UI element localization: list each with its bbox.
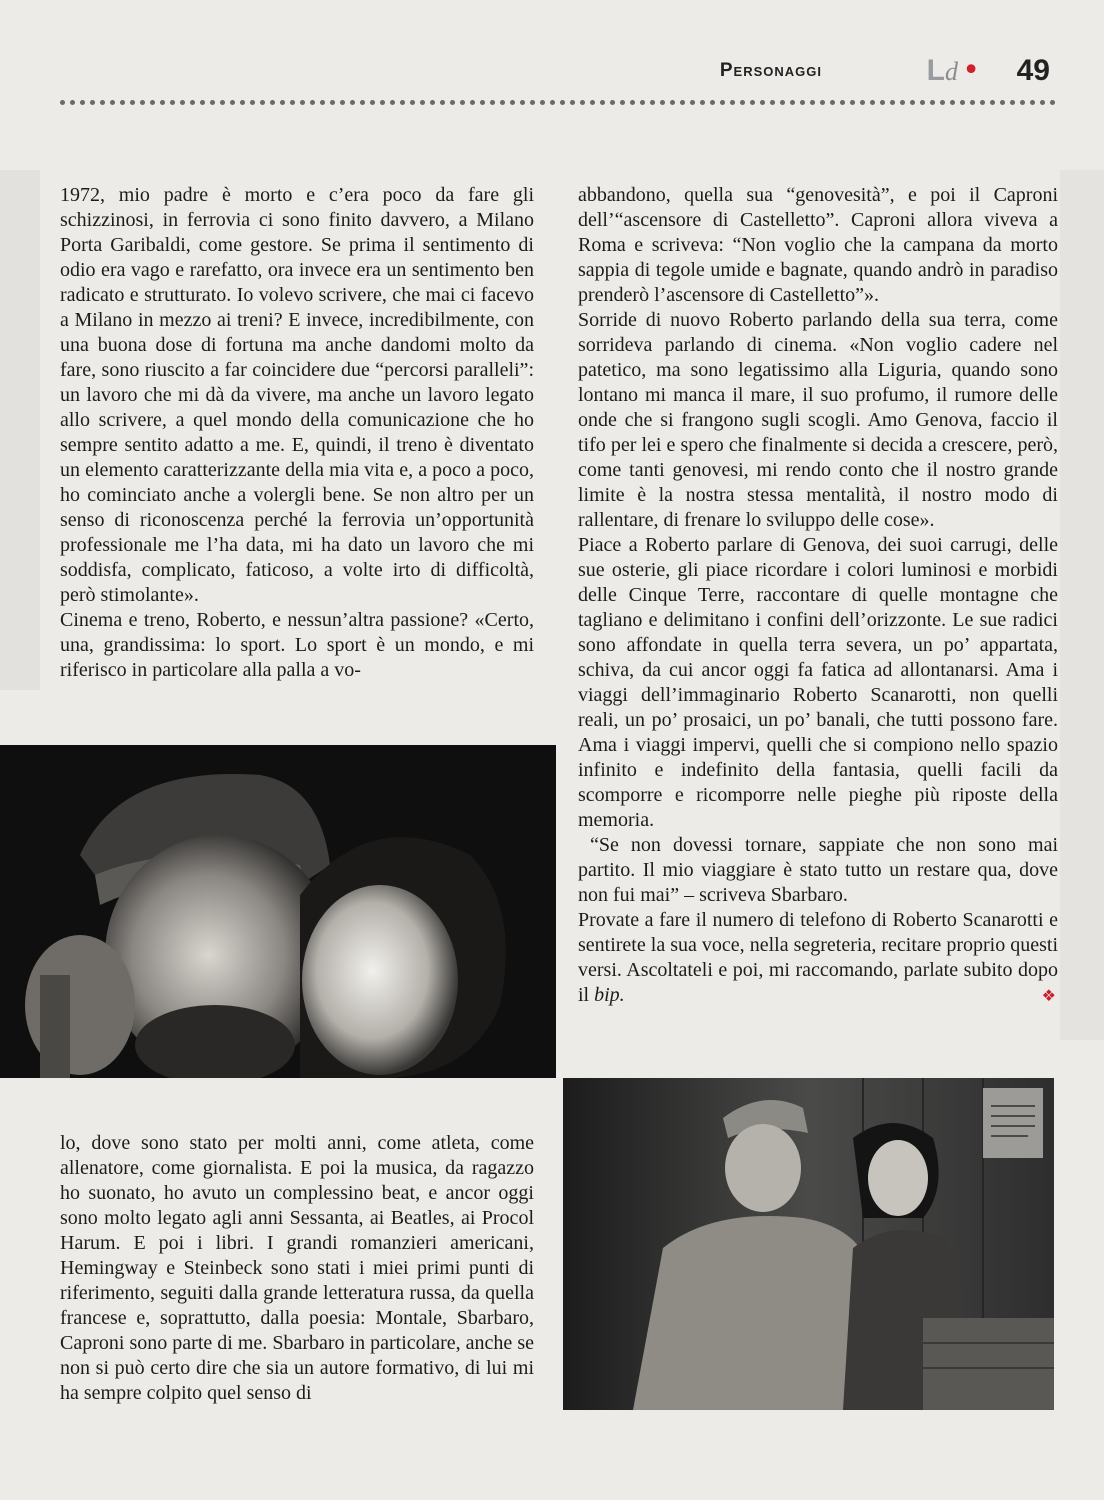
film-still-illustration-2 <box>563 1078 1054 1410</box>
logo-letter-main: L <box>926 54 945 87</box>
paragraph: Sorride di nuovo Roberto parlando della sua terra, come sorrideva parlando di cinema. «Non voglio cadere nel patetico, ma sono legatissimo alla Liguria, quando sono lontano mi manca il mare, il suo profumo, il rumore delle onde che si frangono sugli scogli. Amo Genova, faccio il tifo per lei e spero che finalmente si decida a crescere, però, come tanti genovesi, mi rendo conto che il nostro grande limite è la nostra stessa mentalità, il nostro modo di rallentare, di frenare lo sviluppo delle cose». <box>578 309 1058 531</box>
paragraph: Piace a Roberto parlare di Genova, dei suoi carrugi, delle sue osterie, gli piace ricordare i colori luminosi e morbidi delle Cinque Terre, raccontare di quelle montagne che tagliano e delimitano i confini dell’orizzonte. Le sue radici sono affondate in quella terra severa, un po’ appartata, schiva, da cui ancor oggi fa fatica ad allontanarsi. Ama i viaggi dell’immaginario Roberto Scanarotti, non quelli reali, un po’ prosaici, un po’ banali, che tutti possono fare. Ama i viaggi impervi, quelli che si compiono nello spazio infinito e indefinito della fantasia, quelli facili da scomporre e ricomporre nelle pieghe più riposte della memoria. <box>578 534 1058 831</box>
italic-word: bip. <box>594 984 625 1006</box>
paragraph-last <box>578 908 1058 1008</box>
paragraph: lo, dove sono stato per molti anni, come atleta, come allenatore, come giornalista. E poi la musica, da ragazzo ho suonato, ho avuto un complessino beat, e ancor oggi sono molto legato agli anni Sessanta, ai Beatles, ai Procol Harum. E poi i libri. I grandi romanzieri americani, Hemingway e Steinbeck sono stati i miei primi punti di riferimento, seguiti dalla grande letteratura russa, da quella francese e, soprattutto, dalla poesia: Montale, Sbarbaro, Caproni sono parte di me. Sbarbaro in particolare, anche se non si può certo dire che sia un autore formativo, di lui mi ha sempre colpito quel senso di <box>60 1132 534 1404</box>
paragraph-text: Provate a fare il numero di telefono di Roberto Scanarotti e sentirete la sua voce, nella segreteria, recitare proprio questi versi. Ascoltateli e poi, mi raccomando, parlate subito dopo il <box>578 909 1058 1006</box>
paragraph: 1972, mio padre è morto e c’era poco da fare gli schizzinosi, in ferrovia ci sono finito davvero, a Milano Porta Garibaldi, come gestore. Se prima il sentimento di odio era vago e rarefatto, ora invece era un sentimento ben radicato e strutturato. Io volevo scrivere, che mai ci facevo a Milano in mezzo ai treni? E invece, incredibilmente, con una buona dose di fortuna ma anche dandomi molto da fare, sono riuscito a far coincidere due “percorsi paralleli”: un lavoro che mi dà da vivere, ma anche un lavoro legato allo scrivere, a quel mondo della comunicazione che ho sempre sentito adatto a me. E, quindi, il treno è diventato un elemento caratterizzante della mia vita e, a poco a poco, ho cominciato anche a volergli bene. Se non altro per un senso di riconoscenza perché la ferrovia un’opportunità professionale me l’ha data, mi ha dato un lavoro che mi soddisfa, complicato, faticoso, a volte irto di difficoltà, però stimolante». <box>60 184 534 606</box>
header-dotted-rule <box>60 100 1056 105</box>
magazine-logo <box>927 54 958 89</box>
left-column-top <box>60 183 534 683</box>
paragraph: abbandono, quella sua “genovesità”, e poi il Caproni dell’“ascensore di Castelletto”. Caproni allora viveva a Roma e scriveva: “Non voglio che la campana da morto sappia di tegole umide e bagnate, quando andrò in paradiso prenderò l’ascensore di Castelletto”». <box>578 184 1058 306</box>
background-decoration-left <box>0 170 40 690</box>
page-header <box>60 52 1050 102</box>
film-still-illustration-1 <box>0 745 556 1078</box>
paragraph: Cinema e treno, Roberto, e nessun’altra passione? «Certo, una, grandissima: lo sport. Lo sport è un mondo, e mi riferisco in particolare alla palla a vo- <box>60 609 534 681</box>
background-decoration-right <box>1060 170 1104 1040</box>
paragraph: “Se non dovessi tornare, sappiate che non sono mai partito. Il mio viaggiare è stato tutto un restare qua, dove non fui mai” – scriveva Sbarbaro. <box>578 834 1058 906</box>
film-still-photo-2 <box>563 1078 1054 1410</box>
section-title: Personaggi <box>719 60 822 81</box>
right-column <box>578 183 1058 1008</box>
end-of-article-icon: ❖ <box>1041 986 1056 1005</box>
left-column-bottom <box>60 1131 534 1406</box>
header-bullet: • <box>962 53 980 88</box>
film-still-photo-1 <box>0 745 556 1078</box>
page-number: 49 <box>1016 54 1050 87</box>
logo-letter-sub: d <box>945 57 958 86</box>
